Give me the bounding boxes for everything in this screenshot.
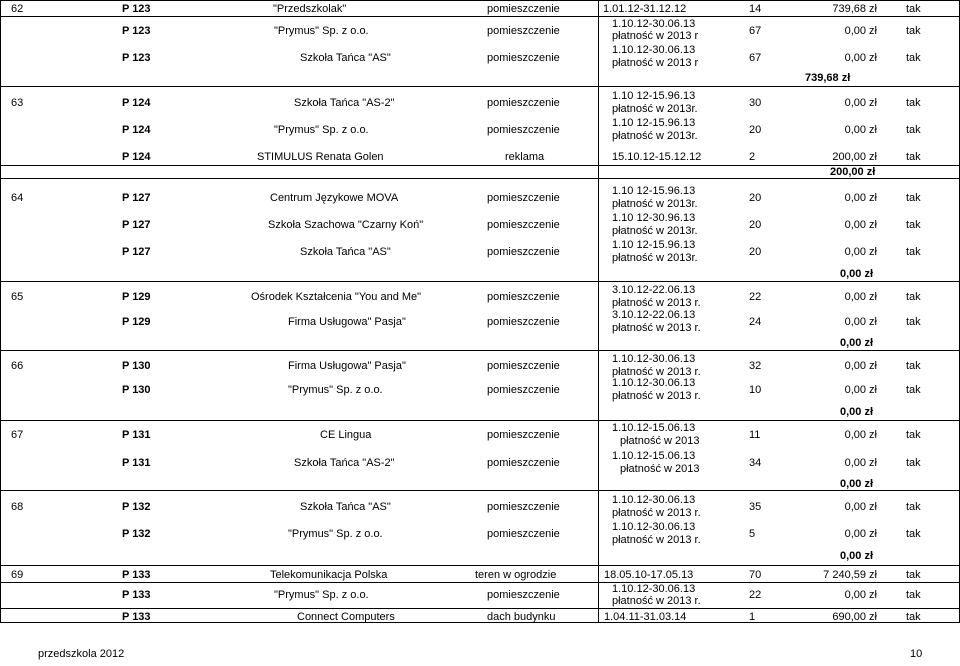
- tenant-name: "Prymus" Sp. z o.o.: [288, 384, 383, 396]
- hours: 34: [749, 457, 762, 469]
- period-note: płatność w 2013 r: [612, 30, 699, 42]
- group-subtotal: 0,00 zł: [840, 550, 874, 562]
- row-separator: [0, 0, 960, 1]
- room-code: P 131: [122, 429, 151, 441]
- amount: 0,00 zł: [844, 219, 877, 231]
- tenant-name: "Prymus" Sp. z o.o.: [274, 589, 369, 601]
- period: 1.10.12-30.06.13: [612, 44, 696, 56]
- period-note: płatność w 2013 r.: [612, 297, 701, 309]
- room-code: P 130: [122, 384, 151, 396]
- period-note: płatność w 2013r.: [612, 198, 698, 210]
- usage-type: pomieszczenie: [487, 429, 560, 441]
- hours: 10: [749, 384, 762, 396]
- tenant-name: "Prymus" Sp. z o.o.: [274, 124, 369, 136]
- hours: 2: [749, 151, 756, 163]
- room-code: P 123: [122, 25, 151, 37]
- flag: tak: [906, 219, 921, 231]
- usage-type: pomieszczenie: [487, 25, 560, 37]
- period-column-divider: [598, 0, 599, 622]
- usage-type: pomieszczenie: [487, 501, 560, 513]
- tenant-name: Firma Usługowa" Pasja": [288, 316, 406, 328]
- flag: tak: [906, 3, 921, 15]
- flag: tak: [906, 528, 921, 540]
- tenant-name: Szkoła Tańca "AS": [300, 52, 391, 64]
- tenant-name: Connect Computers: [297, 611, 395, 623]
- amount: 0,00 zł: [844, 52, 877, 64]
- hours: 20: [749, 219, 762, 231]
- hours: 14: [749, 3, 762, 15]
- period-note: płatność w 2013r.: [612, 130, 698, 142]
- period-note: płatność w 2013 r.: [612, 366, 701, 378]
- tenant-name: "Przedszkolak": [273, 3, 347, 15]
- room-code: P 132: [122, 501, 151, 513]
- usage-type: pomieszczenie: [487, 384, 560, 396]
- amount: 739,68 zł: [832, 3, 877, 15]
- usage-type: pomieszczenie: [487, 457, 560, 469]
- period: 3.10.12-22.06.13: [612, 284, 696, 296]
- group-subtotal: 739,68 zł: [805, 72, 851, 84]
- tenant-name: "Prymus" Sp. z o.o.: [274, 25, 369, 37]
- flag: tak: [906, 589, 921, 601]
- period: 1.10.12-30.06.13: [612, 494, 696, 506]
- flag: tak: [906, 246, 921, 258]
- period: 1.04.11-31.03.14: [604, 611, 687, 623]
- flag: tak: [906, 569, 921, 581]
- usage-type: pomieszczenie: [487, 291, 560, 303]
- flag: tak: [906, 360, 921, 372]
- group-subtotal: 0,00 zł: [840, 337, 874, 349]
- usage-type: pomieszczenie: [487, 528, 560, 540]
- row-line: [0, 16, 960, 17]
- usage-type: pomieszczenie: [487, 246, 560, 258]
- hours: 5: [749, 528, 756, 540]
- amount: 200,00 zł: [832, 151, 877, 163]
- period-note: płatność w 2013: [620, 463, 700, 475]
- row-separator: [0, 420, 960, 421]
- room-code: P 133: [122, 589, 151, 601]
- amount: 0,00 zł: [844, 192, 877, 204]
- group-subtotal: 200,00 zł: [830, 166, 876, 178]
- usage-type: pomieszczenie: [487, 3, 560, 15]
- row-number: 68: [11, 501, 24, 513]
- amount: 0,00 zł: [844, 501, 877, 513]
- row-separator: [0, 350, 960, 351]
- hours: 67: [749, 25, 762, 37]
- amount: 0,00 zł: [844, 124, 877, 136]
- period-note: płatność w 2013 r.: [612, 507, 701, 519]
- usage-type: pomieszczenie: [487, 124, 560, 136]
- amount: 0,00 zł: [844, 589, 877, 601]
- row-separator: [0, 565, 960, 566]
- tenant-name: Szkoła Szachowa "Czarny Koń": [268, 219, 424, 231]
- room-code: P 124: [122, 151, 151, 163]
- usage-type: pomieszczenie: [487, 316, 560, 328]
- room-code: P 133: [122, 569, 151, 581]
- room-code: P 124: [122, 97, 151, 109]
- period: 1.10.12-30.06.13: [612, 18, 696, 30]
- amount: 0,00 zł: [844, 429, 877, 441]
- hours: 67: [749, 52, 762, 64]
- period: 1.01.12-31.12.12: [603, 3, 687, 15]
- usage-type: teren w ogrodzie: [475, 569, 557, 581]
- hours: 11: [749, 429, 761, 441]
- group-subtotal: 0,00 zł: [840, 268, 874, 280]
- usage-type: pomieszczenie: [487, 192, 560, 204]
- room-code: P 131: [122, 457, 151, 469]
- hours: 1: [749, 611, 756, 623]
- amount: 7 240,59 zł: [823, 569, 877, 581]
- usage-type: pomieszczenie: [487, 360, 560, 372]
- tenant-name: Firma Usługowa" Pasja": [288, 360, 406, 372]
- period-note: płatność w 2013 r.: [612, 322, 701, 334]
- period: 1.10 12-15.96.13: [612, 185, 696, 197]
- usage-type: reklama: [505, 151, 545, 163]
- tenant-name: CE Lingua: [320, 429, 372, 441]
- amount: 0,00 zł: [844, 528, 877, 540]
- room-code: P 132: [122, 528, 151, 540]
- period: 1.10.12-15.06.13: [612, 422, 696, 434]
- amount: 0,00 zł: [844, 360, 877, 372]
- hours: 35: [749, 501, 762, 513]
- tenant-name: STIMULUS Renata Golen: [257, 151, 384, 163]
- hours: 20: [749, 246, 762, 258]
- tenant-name: Szkoła Tańca "AS": [300, 501, 391, 513]
- period-note: płatność w 2013r.: [612, 103, 698, 115]
- amount: 0,00 zł: [844, 291, 877, 303]
- period-note: płatność w 2013 r.: [612, 534, 701, 546]
- amount: 690,00 zł: [832, 611, 877, 623]
- hours: 30: [749, 97, 762, 109]
- tenant-name: Szkoła Tańca "AS": [300, 246, 391, 258]
- period: 1.10.12-30.06.13: [612, 583, 696, 595]
- period: 1.10 12-15.96.13: [612, 239, 696, 251]
- flag: tak: [906, 384, 921, 396]
- room-code: P 129: [122, 291, 151, 303]
- row-separator: [0, 281, 960, 282]
- flag: tak: [906, 611, 921, 623]
- row-number: 63: [11, 97, 24, 109]
- amount: 0,00 zł: [844, 25, 877, 37]
- period: 1.10.12-30.06.13: [612, 353, 696, 365]
- period: 3.10.12-22.06.13: [612, 309, 696, 321]
- row-line: [0, 608, 960, 609]
- flag: tak: [906, 429, 921, 441]
- hours: 22: [749, 589, 762, 601]
- tenant-name: "Prymus" Sp. z o.o.: [288, 528, 383, 540]
- period-note: płatność w 2013 r.: [612, 390, 701, 402]
- row-number: 62: [11, 3, 24, 15]
- row-number: 65: [11, 291, 24, 303]
- room-code: P 127: [122, 219, 151, 231]
- usage-type: pomieszczenie: [487, 219, 560, 231]
- period: 1.10 12-15.96.13: [612, 90, 696, 102]
- amount: 0,00 zł: [844, 457, 877, 469]
- period-note: płatność w 2013 r: [612, 57, 699, 69]
- tenant-name: Telekomunikacja Polska: [270, 569, 388, 581]
- flag: tak: [906, 457, 921, 469]
- flag: tak: [906, 97, 921, 109]
- period: 18.05.10-17.05.13: [604, 569, 694, 581]
- period: 1.10 12-30.96.13: [612, 212, 696, 224]
- hours: 20: [749, 124, 762, 136]
- period-note: płatność w 2013: [620, 435, 700, 447]
- period-note: płatność w 2013r.: [612, 225, 698, 237]
- room-code: P 127: [122, 192, 151, 204]
- row-line: [0, 582, 960, 583]
- left-border: [0, 0, 1, 622]
- row-separator: [0, 178, 960, 179]
- hours: 22: [749, 291, 762, 303]
- tenant-name: Szkoła Tańca "AS-2": [294, 457, 395, 469]
- amount: 0,00 zł: [844, 246, 877, 258]
- amount: 0,00 zł: [844, 384, 877, 396]
- row-separator: [0, 86, 960, 87]
- flag: tak: [906, 25, 921, 37]
- period-note: płatność w 2013r.: [612, 252, 698, 264]
- amount: 0,00 zł: [844, 97, 877, 109]
- usage-type: dach budynku: [487, 611, 556, 623]
- row-number: 64: [11, 192, 24, 204]
- usage-type: pomieszczenie: [487, 589, 560, 601]
- row-number: 67: [11, 429, 24, 441]
- room-code: P 133: [122, 611, 151, 623]
- row-line: [0, 165, 960, 166]
- flag: tak: [906, 151, 921, 163]
- room-code: P 130: [122, 360, 151, 372]
- flag: tak: [906, 192, 921, 204]
- row-separator: [0, 490, 960, 491]
- page-number: 10: [910, 648, 923, 660]
- row-number: 66: [11, 360, 24, 372]
- period: 1.10 12-15.96.13: [612, 117, 696, 129]
- hours: 70: [749, 569, 762, 581]
- tenant-name: Ośrodek Kształcenia "You and Me": [251, 291, 422, 303]
- footer-left: przedszkola 2012: [38, 648, 125, 660]
- tenant-name: Szkoła Tańca "AS-2": [294, 97, 395, 109]
- hours: 20: [749, 192, 762, 204]
- row-number: 69: [11, 569, 24, 581]
- flag: tak: [906, 316, 921, 328]
- period: 1.10.12-15.06.13: [612, 450, 696, 462]
- period-note: płatność w 2013 r.: [612, 595, 701, 607]
- flag: tak: [906, 501, 921, 513]
- room-code: P 124: [122, 124, 151, 136]
- tenant-name: Centrum Językowe MOVA: [270, 192, 399, 204]
- room-code: P 127: [122, 246, 151, 258]
- room-code: P 129: [122, 316, 151, 328]
- flag: tak: [906, 124, 921, 136]
- usage-type: pomieszczenie: [487, 52, 560, 64]
- amount: 0,00 zł: [844, 316, 877, 328]
- room-code: P 123: [122, 52, 151, 64]
- period: 1.10.12-30.06.13: [612, 377, 696, 389]
- hours: 32: [749, 360, 762, 372]
- group-subtotal: 0,00 zł: [840, 478, 874, 490]
- flag: tak: [906, 291, 921, 303]
- group-subtotal: 0,00 zł: [840, 406, 874, 418]
- period: 15.10.12-15.12.12: [612, 151, 702, 163]
- flag: tak: [906, 52, 921, 64]
- hours: 24: [749, 316, 762, 328]
- period: 1.10.12-30.06.13: [612, 521, 696, 533]
- room-code: P 123: [122, 3, 151, 15]
- usage-type: pomieszczenie: [487, 97, 560, 109]
